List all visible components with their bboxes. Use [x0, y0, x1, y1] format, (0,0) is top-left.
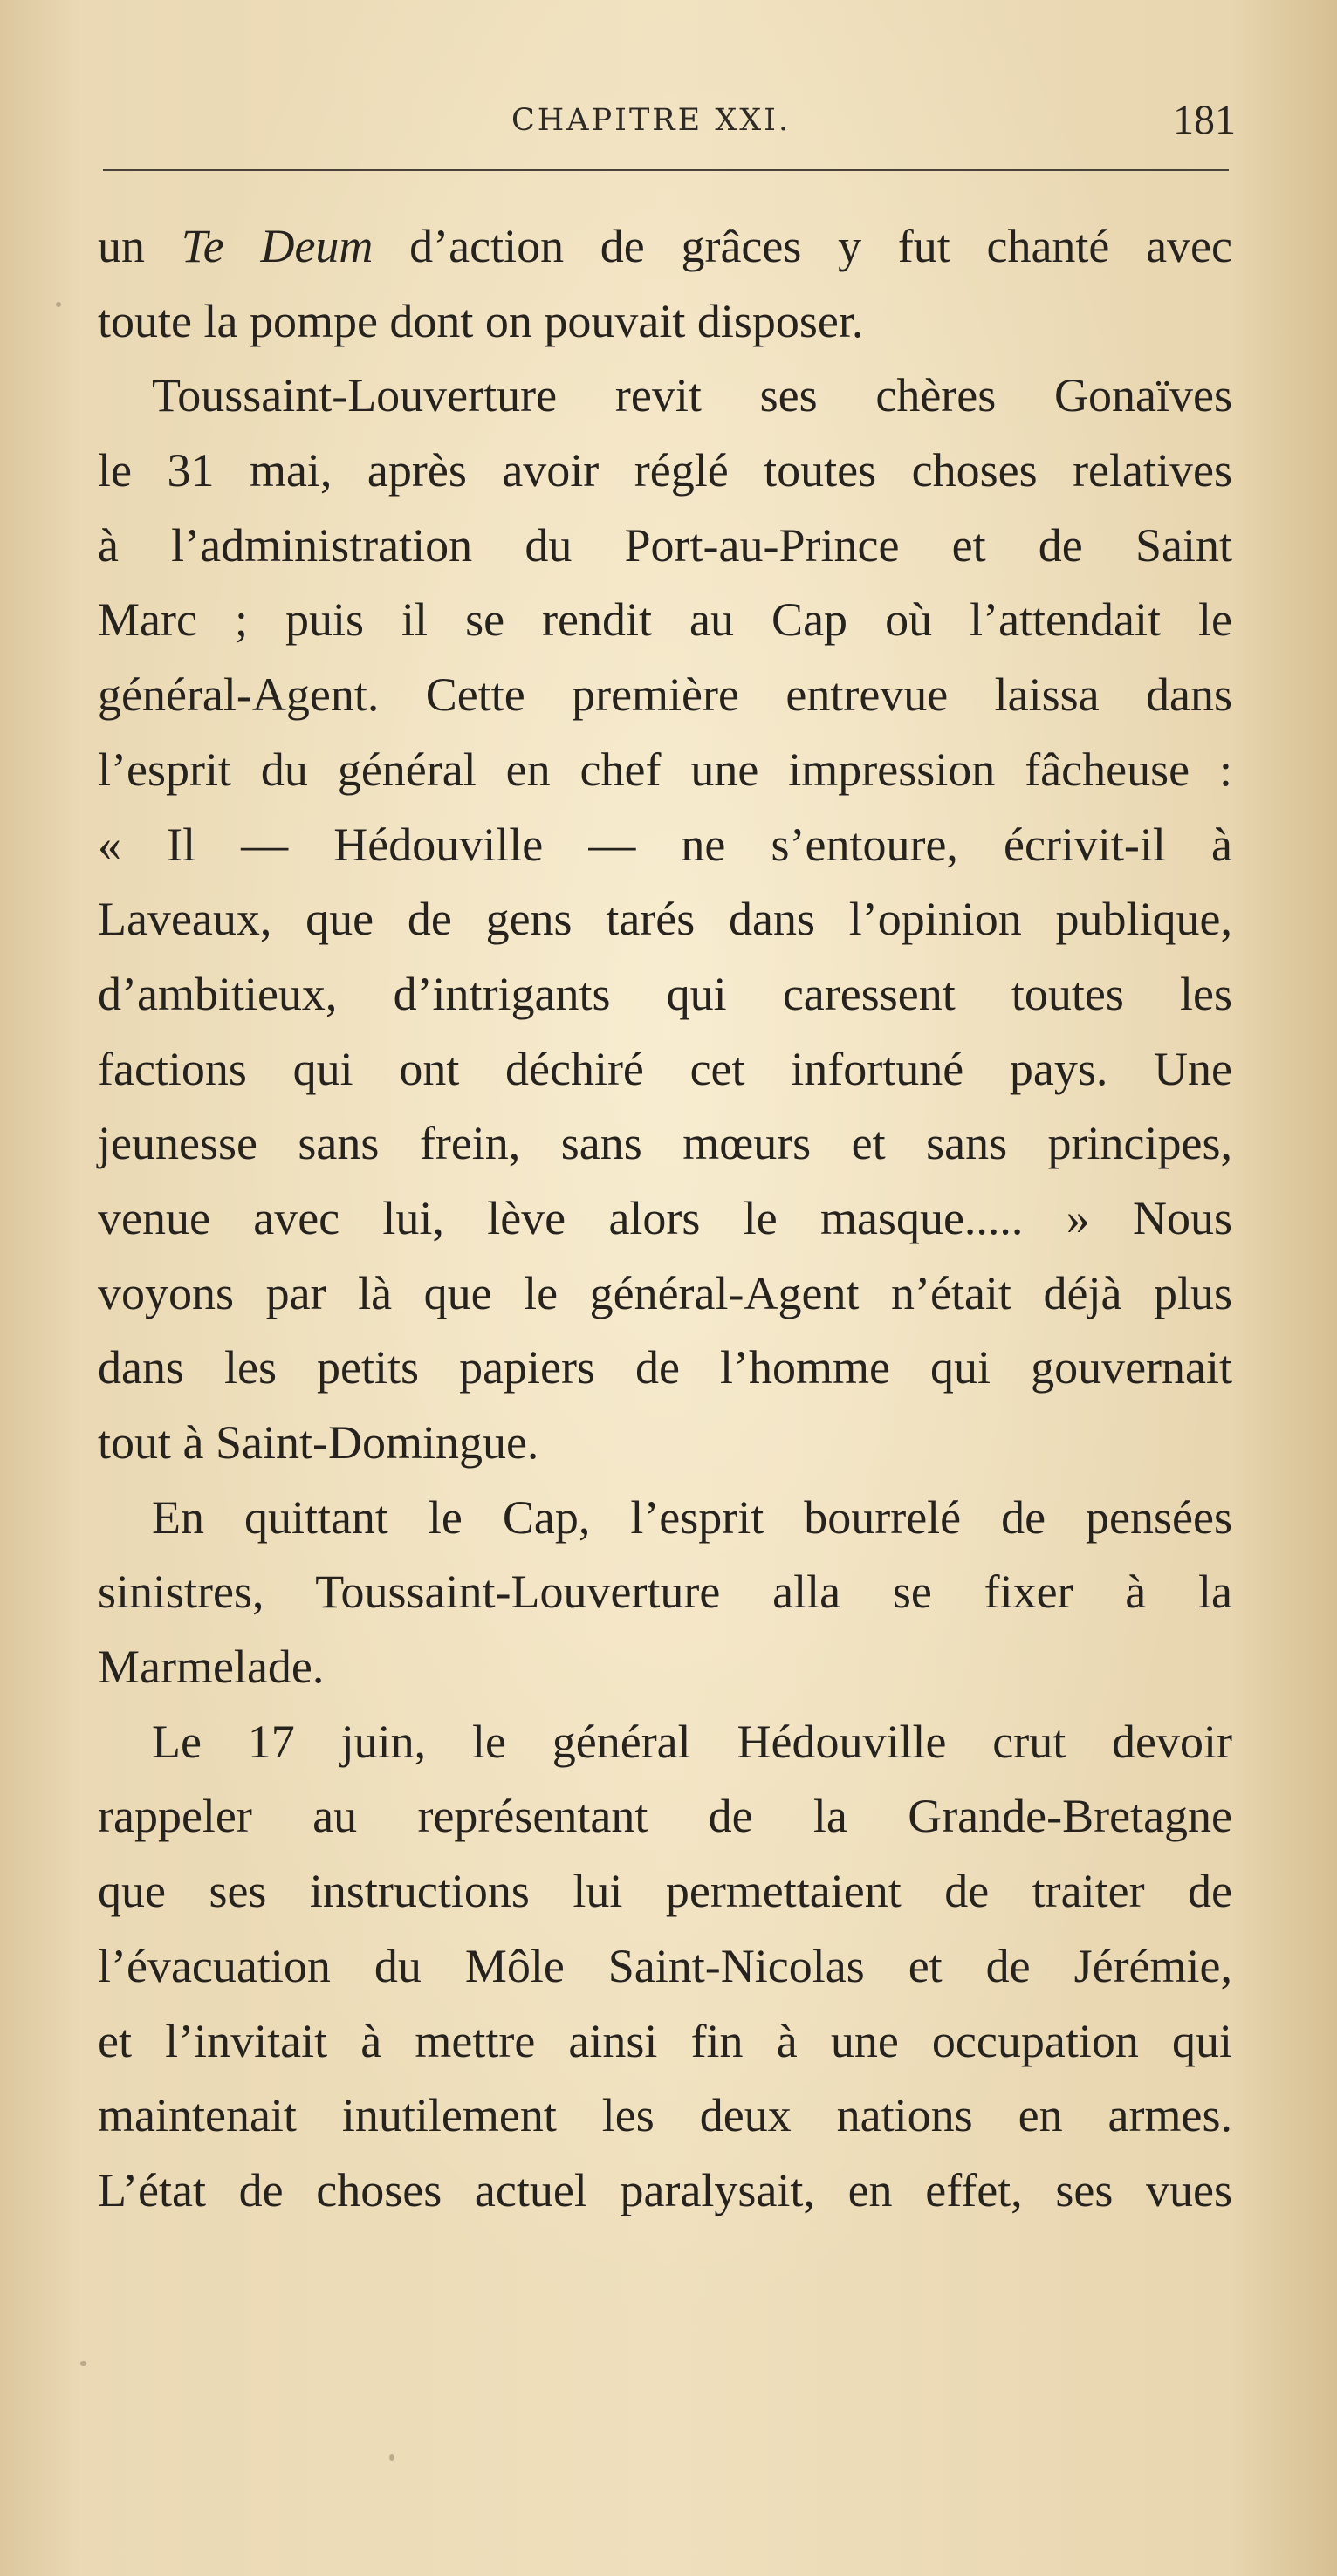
- italic-text-span: Te Deum: [181, 220, 374, 272]
- paragraph-first-line: En quittant le Cap, l’esprit bourrelé de pensées: [152, 1490, 1232, 1544]
- text-line: venue avec lui, lève alors le masque..... » Nous: [98, 1191, 1232, 1244]
- body-text: [98, 209, 1232, 2229]
- text-line: jeunesse sans frein, sans mœurs et sans principes,: [98, 1117, 1232, 1170]
- text-line: à l’administration du Port-au-Prince et de Saint: [98, 518, 1232, 572]
- text-line: Marc ; puis il se rendit au Cap où l’attendait le: [98, 593, 1232, 647]
- text-line: voyons par là que le général-Agent n’était déjà plus: [98, 1266, 1232, 1319]
- text-line: Laveaux, que de gens tarés dans l’opinion publique,: [98, 893, 1232, 946]
- text-line: d’ambitieux, d’intrigants qui caressent toutes les: [98, 967, 1232, 1020]
- text-span: un: [98, 220, 182, 272]
- text-line: [98, 209, 1232, 284]
- text-line: que ses instructions lui permettaient de traiter de: [98, 1865, 1232, 1918]
- text-line: toute la pompe dont on pouvait disposer.: [98, 294, 864, 347]
- text-line: sinistres, Toussaint-Louverture alla se fixer à la: [98, 1565, 1232, 1619]
- text-line: l’esprit du général en chef une impression fâcheuse :: [98, 743, 1232, 796]
- chapter-title: CHAPITRE XXI.: [511, 103, 792, 138]
- text-line: général-Agent. Cette première entrevue laissa dans: [98, 668, 1232, 722]
- text-line: l’évacuation du Môle Saint-Nicolas et de Jérémie,: [98, 1939, 1232, 1992]
- paper-speck: [80, 2361, 86, 2366]
- page-number: 181: [1173, 97, 1236, 143]
- text-line: Marmelade.: [98, 1641, 325, 1694]
- text-line: rappeler au représentant de la Grande-Bretagne: [98, 1790, 1232, 1843]
- paper-speck: [56, 302, 61, 307]
- text-span: d’action de grâces y fut chanté avec: [373, 220, 1232, 272]
- text-line: maintenait inutilement les deux nations en armes.: [98, 2089, 1232, 2142]
- paragraph-first-line: Le 17 juin, le général Hédouville crut devoir: [152, 1715, 1232, 1768]
- paper-speck: [389, 2454, 394, 2461]
- text-line: tout à Saint-Domingue.: [98, 1416, 539, 1469]
- header-rule: [103, 169, 1229, 171]
- text-line: dans les petits papiers de l’homme qui gouvernait: [98, 1341, 1232, 1394]
- running-head: [101, 94, 1236, 147]
- text-line: factions qui ont déchiré cet infortuné pays. Une: [98, 1042, 1232, 1095]
- text-line: L’état de choses actuel paralysait, en effet, ses vues: [98, 2163, 1232, 2216]
- text-line: « Il — Hédouville — ne s’entoure, écrivit-il à: [98, 818, 1232, 871]
- text-line: le 31 mai, après avoir réglé toutes choses relatives: [98, 444, 1232, 497]
- text-line: et l’invitait à mettre ainsi fin à une occupation qui: [98, 2014, 1232, 2067]
- paragraph-first-line: Toussaint-Louverture revit ses chères Gonaïves: [152, 369, 1232, 422]
